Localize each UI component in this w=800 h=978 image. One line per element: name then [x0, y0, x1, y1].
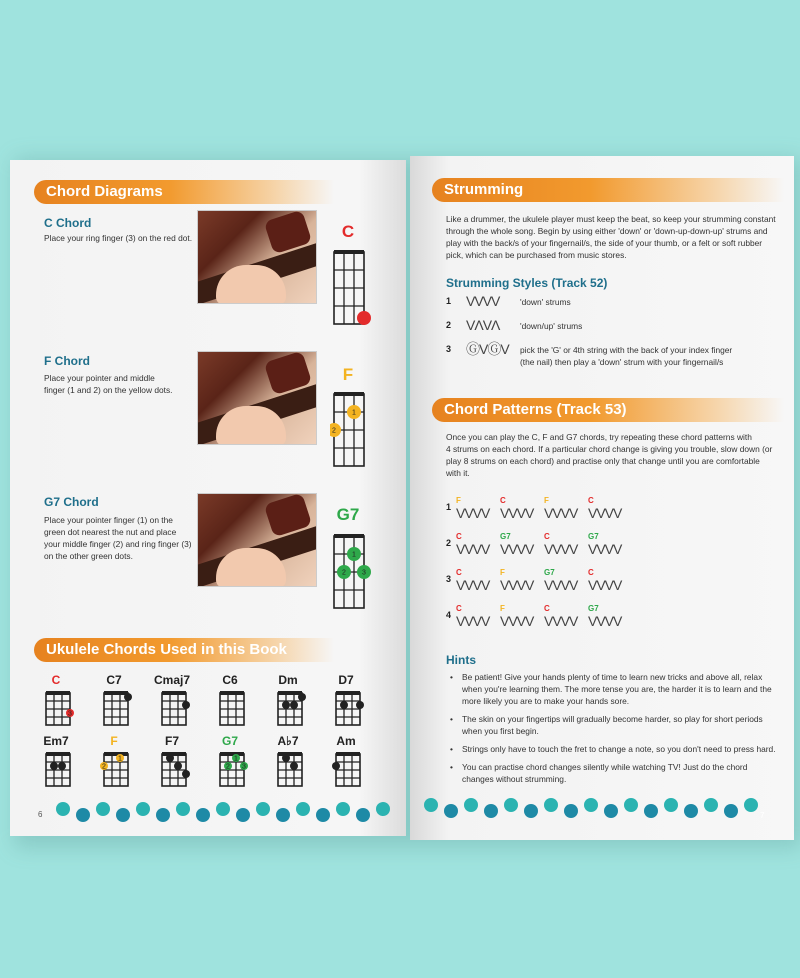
decorative-dot — [376, 802, 390, 816]
finger-number: 2 — [292, 763, 296, 771]
pattern-strums: VVVV — [544, 505, 578, 521]
nut — [220, 752, 244, 756]
finger-number: 3 — [60, 763, 64, 771]
chord-patterns-title: Chord Patterns (Track 53) — [444, 401, 627, 418]
finger-number: 3 — [242, 763, 246, 771]
mini-chord-diagram — [156, 750, 196, 796]
g7-chord-title: G7 Chord — [44, 495, 99, 509]
pattern-chord: C — [456, 532, 462, 541]
strumming-title: Strumming — [444, 181, 524, 198]
pattern-chord: F — [500, 568, 505, 577]
finger-number: 1 — [300, 694, 304, 702]
decorative-dot — [524, 804, 538, 818]
decorative-dot — [96, 802, 110, 816]
decorative-dot — [356, 808, 370, 822]
chord-diagrams-banner — [34, 180, 334, 204]
pattern-chord: G7 — [588, 532, 599, 541]
hint-line: when you first begin. — [462, 726, 539, 736]
decorative-dot — [236, 808, 250, 822]
mini-chord-diagram — [40, 750, 80, 796]
decorative-dot — [216, 802, 230, 816]
nut — [334, 534, 364, 538]
style-description: 'down' strums — [520, 297, 571, 307]
decorative-dot — [504, 798, 518, 812]
nut — [334, 250, 364, 254]
finger-number: 1 — [284, 755, 288, 763]
finger-number: 2 — [226, 763, 230, 771]
decorative-dots-right — [410, 796, 794, 826]
pattern-strums: VVVV — [588, 505, 622, 521]
chord-patterns-text: Once you can play the C, F and G7 chords, try repeating these chord patterns with 4 strums on each chord. If a particular chord change is giving you trouble, slow down (or play 8 strums on each chord) and practise only that change until you are comfortable with it. — [446, 432, 773, 478]
hint-line: • You can practise chord changes silently while watching TV! Just do the chord — [462, 762, 748, 772]
mini-chord-diagram — [98, 750, 138, 796]
pattern-chord: F — [456, 496, 461, 505]
chord-chart-name: D7 — [338, 673, 354, 687]
pattern-strums: VVVV — [500, 505, 534, 521]
style-number: 2 — [446, 320, 452, 330]
g7-chord-diagram — [330, 530, 372, 614]
decorative-dot — [444, 804, 458, 818]
pattern-strums: VVVV — [544, 577, 578, 593]
pattern-chord: C — [456, 604, 462, 613]
hint-item — [462, 761, 747, 785]
hint-item — [462, 713, 763, 737]
finger-number: 3 — [184, 771, 188, 779]
nut — [46, 691, 70, 695]
style-description: 'down/up' strums — [520, 321, 583, 331]
decorative-dot — [56, 802, 70, 816]
finger-number: 2 — [52, 763, 56, 771]
pattern-chord: F — [544, 496, 549, 505]
decorative-dot — [644, 804, 658, 818]
f-chord-title: F Chord — [44, 354, 90, 368]
g7-chord-label: G7 — [336, 505, 360, 524]
nut — [336, 752, 360, 756]
left-page — [10, 160, 406, 836]
style-symbols: VVVV — [466, 293, 500, 309]
finger-number: 3 — [292, 702, 296, 710]
finger-number: 1 — [118, 755, 122, 763]
finger-number: 2 — [342, 569, 346, 577]
chord-diagrams-title: Chord Diagrams — [46, 183, 163, 200]
finger-number: 3 — [358, 702, 362, 710]
finger-number: 2 — [176, 763, 180, 771]
hint-line: • The skin on your fingertips will gradually become harder, so play for short periods — [462, 714, 763, 724]
nut — [336, 691, 360, 695]
hint-line: more likely you are to make your hands sore. — [462, 696, 630, 706]
decorative-dot — [156, 808, 170, 822]
f-chord-text: Place your pointer and middle finger (1 and 2) on the yellow dots. — [44, 373, 173, 395]
pattern-strums: VVVV — [588, 541, 622, 557]
chords-used-banner — [34, 638, 334, 662]
page-number-left: 6 — [38, 810, 43, 819]
strumming-banner — [432, 178, 784, 202]
pattern-strums: VVVV — [456, 505, 490, 521]
pattern-number: 4 — [446, 610, 452, 620]
decorative-dot — [544, 798, 558, 812]
g7-chord-text: Place your pointer finger (1) on the green dot nearest the nut and place your middle finger (2) and ring finger (3) on the other green dots. — [44, 515, 192, 561]
pattern-strums: VVVV — [500, 577, 534, 593]
hint-item — [462, 743, 776, 755]
finger-number: 1 — [352, 409, 356, 417]
nut — [278, 752, 302, 756]
pattern-chord: G7 — [544, 568, 555, 577]
finger-number: 2 — [342, 702, 346, 710]
strumming-styles-title: Strumming Styles (Track 52) — [446, 276, 608, 290]
pattern-strums: VVVV — [456, 577, 490, 593]
pattern-chord: C — [588, 496, 594, 505]
mini-chord-diagram — [330, 750, 370, 796]
strumming-text: Like a drummer, the ukulele player must keep the beat, so keep your strumming constant through the whole song. Begin by using either 'down' or 'down-up-down-up' strums and play with the back/s of your fingernail/s, the side of your thumb, or a felt or soft rubber pick, which can be purchased from music stores. — [446, 214, 776, 260]
style-description: (the nail) then play a 'down' strum with your fingernail/s — [520, 357, 724, 367]
decorative-dot — [276, 808, 290, 822]
nut — [104, 752, 128, 756]
mini-chord-diagram — [272, 750, 312, 796]
style-description: pick the 'G' or 4th string with the back of your index finger — [520, 345, 733, 355]
nut — [162, 691, 186, 695]
finger-number: 2 — [332, 427, 336, 435]
mini-chord-diagram — [40, 689, 80, 735]
chord-chart-name: Dm — [278, 673, 298, 687]
chord-chart-name: C — [51, 673, 61, 687]
chord-chart-name: F — [110, 734, 118, 748]
mini-chord-diagram — [214, 750, 254, 796]
decorative-dot — [116, 808, 130, 822]
pattern-chord: G7 — [588, 604, 599, 613]
finger-number: 3 — [362, 569, 366, 577]
chords-used-title: Ukulele Chords Used in this Book — [46, 641, 287, 658]
decorative-dot — [704, 798, 718, 812]
hint-line: changes without strumming. — [462, 774, 567, 784]
c-chord-title: C Chord — [44, 216, 92, 230]
chord-chart-name: C7 — [106, 673, 122, 687]
style-symbols: ⒼVⒼV — [466, 341, 509, 357]
mini-chord-diagram — [330, 689, 370, 735]
f-chord-diagram — [330, 388, 372, 472]
hint-line: • Strings only have to touch the fret to change a note, so you don't need to press hard. — [462, 744, 776, 754]
pattern-chord: C — [544, 604, 550, 613]
style-number: 1 — [446, 296, 452, 306]
hints-title: Hints — [446, 653, 476, 667]
c-chord-diagram — [330, 246, 372, 330]
finger-number: 2 — [284, 702, 288, 710]
chord-patterns-banner — [432, 398, 784, 422]
pattern-chord: C — [456, 568, 462, 577]
decorative-dot — [336, 802, 350, 816]
nut — [278, 691, 302, 695]
finger-number: 3 — [68, 710, 72, 718]
decorative-dot — [664, 798, 678, 812]
decorative-dot — [604, 804, 618, 818]
pattern-number: 1 — [446, 502, 452, 512]
finger-number: 1 — [352, 551, 356, 559]
decorative-dot — [76, 808, 90, 822]
decorative-dot — [724, 804, 738, 818]
hint-item — [462, 671, 772, 707]
mini-chord-diagram — [272, 689, 312, 735]
c-chord-label: C — [341, 222, 355, 241]
chord-chart-name: Em7 — [43, 734, 69, 748]
mini-chord-diagram — [214, 689, 254, 735]
nut — [162, 752, 186, 756]
finger-number: 2 — [184, 702, 188, 710]
chord-chart-name: G7 — [221, 734, 238, 748]
finger-number: 2 — [102, 763, 106, 771]
right-page — [410, 156, 794, 840]
pattern-strums: VVVV — [456, 613, 490, 629]
pattern-strums: VVVV — [500, 613, 534, 629]
decorative-dot — [744, 798, 758, 812]
style-symbols: VΛVΛ — [466, 317, 500, 333]
nut — [46, 752, 70, 756]
finger-number: 2 — [334, 763, 338, 771]
finger-dot — [357, 311, 371, 325]
pattern-strums: VVVV — [544, 613, 578, 629]
decorative-dot — [296, 802, 310, 816]
hint-line: when you're learning them. The more tense you are, the harder it is to learn and the — [462, 684, 772, 694]
decorative-dot — [136, 802, 150, 816]
decorative-dot — [316, 808, 330, 822]
finger-number: 1 — [234, 755, 238, 763]
pattern-strums: VVVV — [588, 613, 622, 629]
decorative-dot — [424, 798, 438, 812]
chord-chart-name: F7 — [164, 734, 179, 748]
decorative-dot — [176, 802, 190, 816]
decorative-dot — [564, 804, 578, 818]
pattern-chord: G7 — [500, 532, 511, 541]
pattern-strums: VVVV — [500, 541, 534, 557]
nut — [334, 392, 364, 396]
decorative-dot — [684, 804, 698, 818]
chord-chart-name: A♭7 — [277, 734, 299, 748]
hint-line: • Be patient! Give your hands plenty of time to learn new tricks and above all, relax — [462, 672, 763, 682]
f-chord-label: F — [342, 365, 354, 384]
pattern-number: 2 — [446, 538, 452, 548]
g7-chord-photo — [197, 493, 317, 587]
decorative-dots-left — [10, 800, 406, 830]
chord-chart-name: Am — [336, 734, 356, 748]
decorative-dot — [624, 798, 638, 812]
pattern-chord: F — [500, 604, 505, 613]
pattern-chord: C — [544, 532, 550, 541]
decorative-dot — [464, 798, 478, 812]
decorative-dot — [256, 802, 270, 816]
style-number: 3 — [446, 344, 452, 354]
nut — [220, 691, 244, 695]
mini-chord-diagram — [98, 689, 138, 735]
decorative-dot — [196, 808, 210, 822]
decorative-dot — [484, 804, 498, 818]
finger-number: 1 — [126, 694, 130, 702]
nut — [104, 691, 128, 695]
pattern-chord: C — [588, 568, 594, 577]
pattern-strums: VVVV — [544, 541, 578, 557]
page-number-right: 7 — [760, 811, 765, 820]
mini-chord-diagram — [156, 689, 196, 735]
finger-number: 1 — [168, 755, 172, 763]
pattern-strums: VVVV — [588, 577, 622, 593]
chord-chart-name: C6 — [222, 673, 238, 687]
decorative-dot — [584, 798, 598, 812]
f-chord-photo — [197, 351, 317, 445]
c-chord-text: Place your ring finger (3) on the red dot. — [44, 233, 193, 243]
pattern-strums: VVVV — [456, 541, 490, 557]
pattern-number: 3 — [446, 574, 452, 584]
c-chord-photo — [197, 210, 317, 304]
pattern-chord: C — [500, 496, 506, 505]
chord-chart-name: Cmaj7 — [153, 673, 191, 687]
